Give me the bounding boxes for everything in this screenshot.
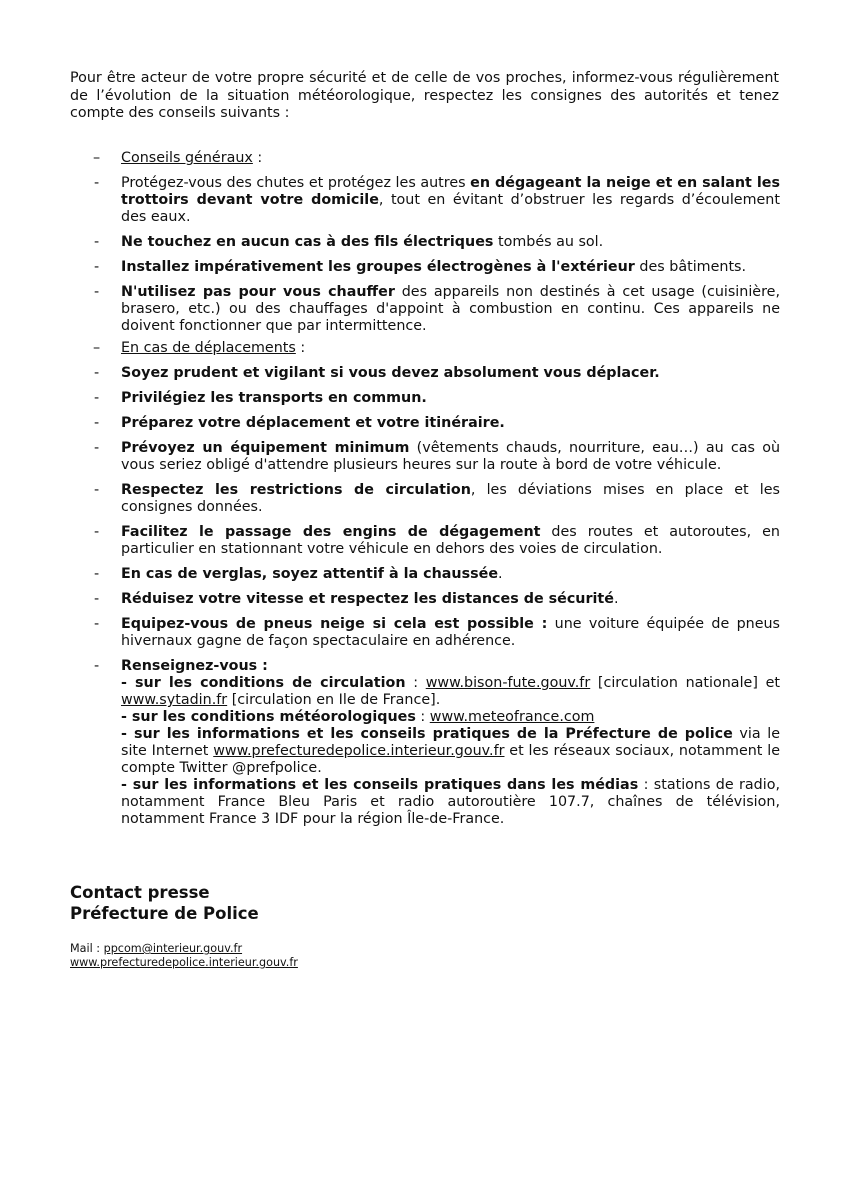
bold-text: Réduisez votre vitesse et respectez les distances de sécurité xyxy=(121,591,614,607)
text-segment: et les réseaux sociaux, notamment le compte Twitter @prefpolice. xyxy=(121,743,781,776)
list-item xyxy=(0,591,780,608)
list-item xyxy=(0,390,780,407)
list-item xyxy=(0,415,780,432)
list-item-text xyxy=(121,365,660,381)
underlined-text: Conseils généraux xyxy=(121,150,253,166)
list-item-text xyxy=(121,284,780,334)
travel-advice-list xyxy=(0,340,848,836)
footer-website-line xyxy=(70,956,298,970)
list-item-text xyxy=(121,175,780,225)
general-advice-heading xyxy=(0,150,780,167)
underlined-text: En cas de déplacements xyxy=(121,340,296,356)
list-item-text xyxy=(121,616,780,649)
list-bullet: - xyxy=(94,415,100,431)
text-segment: [circulation nationale] et xyxy=(590,675,780,691)
mail-link[interactable]: ppcom@interieur.gouv.fr xyxy=(103,942,243,955)
travel-advice-heading-text xyxy=(121,340,305,356)
list-item-text xyxy=(121,566,503,582)
bold-text: Préparez votre déplacement et votre itinéraire. xyxy=(121,415,505,431)
inform-line xyxy=(121,709,780,726)
list-item xyxy=(0,440,780,474)
bold-text: - sur les conditions de circulation xyxy=(121,675,406,691)
web-link[interactable]: www.sytadin.fr xyxy=(121,692,228,708)
inform-title: Renseignez-vous : xyxy=(121,658,268,674)
bold-text: Equipez-vous de pneus neige si cela est possible : xyxy=(121,616,548,632)
travel-advice-heading xyxy=(0,340,780,357)
text-segment: tombés au sol. xyxy=(493,234,604,250)
list-bullet: - xyxy=(94,365,100,381)
list-item-text xyxy=(121,390,427,406)
mail-label: Mail : xyxy=(70,942,104,955)
text-segment: : xyxy=(405,675,426,691)
list-bullet: - xyxy=(94,259,100,275)
web-link[interactable]: www.prefecturedepolice.interieur.gouv.fr xyxy=(213,743,505,759)
text-segment: des routes et autoroutes, en particulier en stationnant votre véhicule en dehors des voies de circulation. xyxy=(121,524,780,557)
bold-text: en dégageant la neige et en salant les trottoirs devant votre domicile xyxy=(121,175,781,208)
list-bullet: - xyxy=(94,616,100,632)
press-contact-org: Préfecture de Police xyxy=(70,904,259,923)
list-bullet: - xyxy=(94,591,100,607)
general-advice-list xyxy=(0,150,848,343)
list-bullet: - xyxy=(94,524,100,540)
bold-text: - sur les informations et les conseils pratiques de la Préfecture de police xyxy=(121,726,733,742)
text-segment: , les déviations mises en place et les consignes données. xyxy=(121,482,780,515)
list-item-text xyxy=(121,234,603,250)
text-segment: , tout en évitant d’obstruer les regards d’écoulement des eaux. xyxy=(121,192,780,225)
intro-paragraph: Pour être acteur de votre propre sécurité et de celle de vos proches, informez-vous régulièrement de l’évolution de la situation météorologique, respectez les consignes des autorités et tenez compte des conseils suivants : xyxy=(70,70,779,121)
text-segment: : stations de radio, notamment France Bleu Paris et radio autoroutière 107.7, chaînes de télévision, notamment France 3 IDF pour la région Île-de-France. xyxy=(121,777,780,827)
list-item xyxy=(0,175,780,226)
text-segment: : xyxy=(295,340,306,356)
list-item xyxy=(0,482,780,516)
bold-text: Prévoyez un équipement minimum xyxy=(121,440,410,456)
footer-contact xyxy=(70,942,298,970)
bold-text: En cas de verglas, soyez attentif à la chaussée xyxy=(121,566,499,582)
list-item-text xyxy=(121,415,505,431)
text-segment: des bâtiments. xyxy=(634,259,747,275)
bold-text: Installez impérativement les groupes électrogènes à l'extérieur xyxy=(121,259,635,275)
web-link[interactable]: www.bison-fute.gouv.fr xyxy=(425,675,591,691)
general-advice-heading-text xyxy=(121,150,262,166)
list-item-text xyxy=(121,440,780,473)
list-bullet: - xyxy=(94,440,100,456)
text-segment: [circulation en Ile de France]. xyxy=(227,692,441,708)
list-item xyxy=(0,566,780,583)
list-item xyxy=(0,365,780,382)
list-bullet: - xyxy=(94,566,100,582)
list-bullet: - xyxy=(94,482,100,498)
inform-item xyxy=(0,658,780,828)
press-contact-title: Contact presse xyxy=(70,883,210,902)
list-item xyxy=(0,616,780,650)
list-bullet: - xyxy=(94,390,100,406)
bold-text: Ne touchez en aucun cas à des fils électriques xyxy=(121,234,494,250)
inform-line xyxy=(121,777,780,828)
heading-dash: – xyxy=(93,340,101,356)
list-item xyxy=(0,234,780,251)
bold-text: Facilitez le passage des engins de dégagement xyxy=(121,524,541,540)
list-item-text xyxy=(121,482,780,515)
bold-text: Soyez prudent et vigilant si vous devez absolument vous déplacer. xyxy=(121,365,660,381)
text-segment: une voiture équipée de pneus hivernaux gagne de façon spectaculaire en adhérence. xyxy=(121,616,781,649)
list-item-text xyxy=(121,591,619,607)
list-item xyxy=(0,524,780,558)
list-item-text xyxy=(121,524,780,557)
list-bullet: - xyxy=(94,284,100,300)
bold-text: N'utilisez pas pour vous chauffer xyxy=(121,284,395,300)
text-segment: Protégez-vous des chutes et protégez les autres xyxy=(121,175,471,191)
general-advice-items xyxy=(0,175,848,335)
heading-dash: – xyxy=(93,150,101,166)
inform-line xyxy=(121,726,780,777)
list-item xyxy=(0,259,780,276)
list-item-text xyxy=(121,259,746,275)
web-link[interactable]: www.meteofrance.com xyxy=(429,709,595,725)
text-segment: des appareils non destinés à cet usage (cuisinière, brasero, etc.) ou des chauffages d'appoint à combustion en continu. Ces appareils ne doivent fonctionner que par intermittence. xyxy=(121,284,781,334)
list-bullet: - xyxy=(94,658,100,674)
bold-text: Respectez les restrictions de circulation xyxy=(121,482,471,498)
text-segment: via le site Internet xyxy=(121,726,780,759)
footer-mail-line xyxy=(70,942,298,956)
inform-line xyxy=(121,675,780,709)
text-segment: . xyxy=(613,591,619,607)
text-segment: : xyxy=(252,150,263,166)
bold-text: - sur les conditions météorologiques xyxy=(121,709,416,725)
bold-text: Privilégiez les transports en commun. xyxy=(121,390,427,406)
text-segment: : xyxy=(415,709,430,725)
text-segment: (vêtements chauds, nourriture, eau…) au cas où vous seriez obligé d'attendre plusieurs heures sur la route à bord de votre véhicule. xyxy=(121,440,781,473)
list-bullet: - xyxy=(94,175,100,191)
bold-text: - sur les informations et les conseils pratiques dans les médias xyxy=(121,777,639,793)
text-segment: . xyxy=(498,566,503,582)
press-contact xyxy=(70,882,259,924)
list-item xyxy=(0,284,780,335)
list-bullet: - xyxy=(94,234,100,250)
travel-advice-items xyxy=(0,365,848,650)
inform-lines xyxy=(121,675,780,828)
website-link[interactable]: www.prefecturedepolice.interieur.gouv.fr xyxy=(70,956,298,969)
